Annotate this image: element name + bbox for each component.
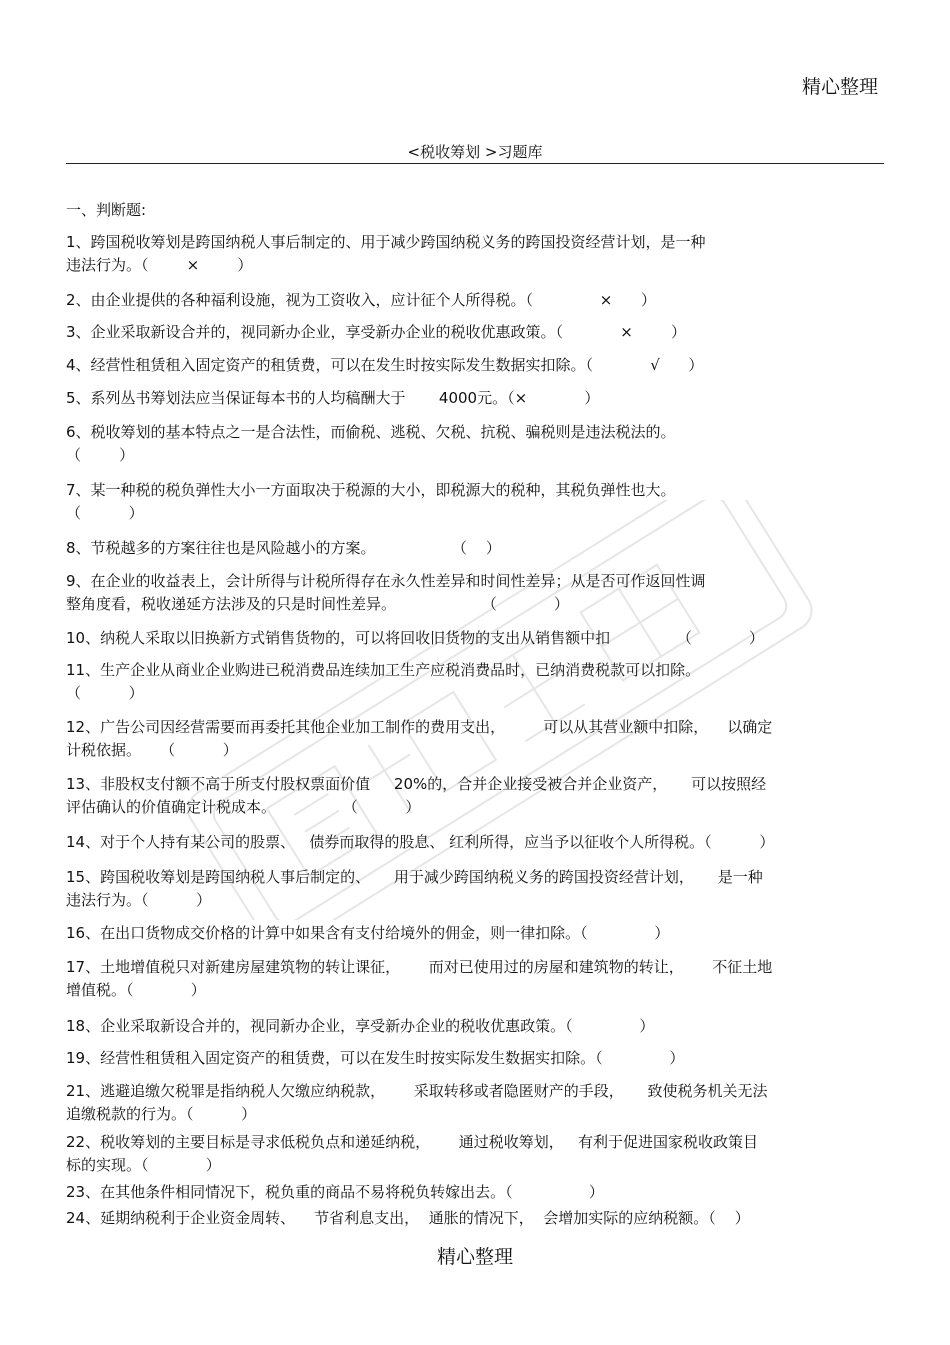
question-item: [66, 922, 884, 945]
question-line: （ ）: [66, 504, 144, 522]
question-line: 7、某一种税的税负弹性大小一方面取决于税源的大小，即税源大的税种，其税负弹性也大。: [66, 481, 676, 499]
question-item: [66, 570, 884, 616]
question-line: 评估确认的价值确定计税成本。 （ ）: [66, 798, 421, 816]
question-line: 1、跨国税收筹划是跨国纳税人事后制定的、用于减少跨国纳税义务的跨国投资经营计划，是一种: [66, 233, 706, 251]
document-title: <税收筹划 >习题库: [407, 143, 543, 161]
question-line: 11、生产企业从商业企业购进已税消费品连续加工生产应税消费品时，已纳消费税款可以扣除。: [66, 661, 701, 679]
question-line: 4、经营性租赁租入固定资产的租赁费，可以在发生时按实际发生数据实扣除。（ √ ）: [66, 356, 704, 374]
question-item: [66, 537, 884, 560]
question-line: 14、对于个人持有某公司的股票、 债券而取得的股息、 红利所得，应当予以征收个人所得税。（ ）: [66, 833, 775, 851]
question-line: 22、税收筹划的主要目标是寻求低税负点和递延纳税， 通过税收筹划， 有利于促进国家税收政策目: [66, 1133, 759, 1151]
question-line: 10、纳税人采取以旧换新方式销售货物的，可以将回收旧货物的支出从销售额中扣 （ ）: [66, 629, 765, 647]
watermark-stamp: [120, 500, 880, 920]
footer-label: 精心整理: [436, 1246, 513, 1268]
question-item: [66, 387, 884, 410]
question-line: 19、经营性租赁租入固定资产的租赁费，可以在发生时按实际发生数据实扣除。（ ）: [66, 1049, 685, 1067]
question-item: [66, 627, 884, 650]
question-line: 违法行为。（ ）: [66, 891, 212, 909]
question-item: [66, 231, 884, 277]
question-line: 21、逃避追缴欠税罪是指纳税人欠缴应纳税款， 采取转移或者隐匿财产的手段， 致使税务机关无法: [66, 1082, 768, 1100]
question-line: 2、由企业提供的各种福利设施，视为工资收入，应计征个人所得税。（ × ）: [66, 291, 656, 309]
question-line: 9、在企业的收益表上，会计所得与计税所得存在永久性差异和时间性差异；从是否可作返回性调: [66, 572, 706, 590]
question-item: [66, 866, 884, 912]
question-item: [66, 956, 884, 1002]
question-line: 3、企业采取新设合并的，视同新办企业，享受新办企业的税收优惠政策。（ × ）: [66, 323, 686, 341]
title-rule: [66, 163, 884, 164]
question-item: [66, 289, 884, 312]
question-item: [66, 1181, 884, 1204]
question-line: 整角度看，税收递延方法涉及的只是时间性差异。 （ ）: [66, 595, 570, 613]
question-line: 计税依据。 （ ）: [66, 741, 238, 759]
question-line: 12、广告公司因经营需要而再委托其他企业加工制作的费用支出， 可以从其营业额中扣除， 以确定: [66, 718, 773, 736]
question-line: （ ）: [66, 684, 144, 702]
question-line: 17、土地增值税只对新建房屋建筑物的转让课征， 而对已使用过的房屋和建筑物的转让， 不征土地: [66, 958, 773, 976]
question-item: [66, 421, 884, 467]
question-item: [66, 773, 884, 819]
question-line: 13、非股权支付额不高于所支付股权票面价值 20%的，合并企业接受被合并企业资产， 可以按照经: [66, 775, 767, 793]
question-item: [66, 354, 884, 377]
question-line: 8、节税越多的方案往往也是风险越小的方案。 （ ）: [66, 539, 501, 557]
question-item: [66, 1047, 884, 1070]
question-item: [66, 479, 884, 525]
question-line: 6、税收筹划的基本特点之一是合法性，而偷税、逃税、欠税、抗税、骗税则是违法税法的。: [66, 423, 676, 441]
question-item: [66, 1080, 884, 1126]
question-line: 5、系列丛书筹划法应当保证每本书的人均稿酬大于 4000元。（× ）: [66, 389, 600, 407]
question-line: 18、企业采取新设合并的，视同新办企业，享受新办企业的税收优惠政策。（ ）: [66, 1017, 655, 1035]
question-line: 增值税。（ ）: [66, 981, 206, 999]
question-line: （ ）: [66, 446, 135, 464]
question-item: [66, 1131, 884, 1177]
question-item: [66, 321, 884, 344]
section-heading: 一、判断题:: [66, 201, 147, 219]
question-line: 追缴税款的行为。（ ）: [66, 1105, 257, 1123]
question-item: [66, 716, 884, 762]
question-item: [66, 831, 884, 854]
question-item: [66, 1015, 884, 1038]
header-right-label: 精心整理: [801, 76, 878, 98]
question-item: [66, 659, 884, 705]
question-line: 标的实现。（ ）: [66, 1156, 221, 1174]
question-line: 23、在其他条件相同情况下，税负重的商品不易将税负转嫁出去。（ ）: [66, 1183, 604, 1201]
question-line: 24、延期纳税利于企业资金周转、 节省利息支出， 通胀的情况下， 会增加实际的应纳税额。（ ）: [66, 1209, 750, 1227]
question-line: 16、在出口货物成交价格的计算中如果含有支付给境外的佣金，则一律扣除。（ ）: [66, 924, 670, 942]
question-line: 15、跨国税收筹划是跨国纳税人事后制定的、 用于减少跨国纳税义务的跨国投资经营计划， 是一种: [66, 868, 763, 886]
question-item: [66, 1207, 884, 1230]
question-line: 违法行为。（ × ）: [66, 256, 253, 274]
